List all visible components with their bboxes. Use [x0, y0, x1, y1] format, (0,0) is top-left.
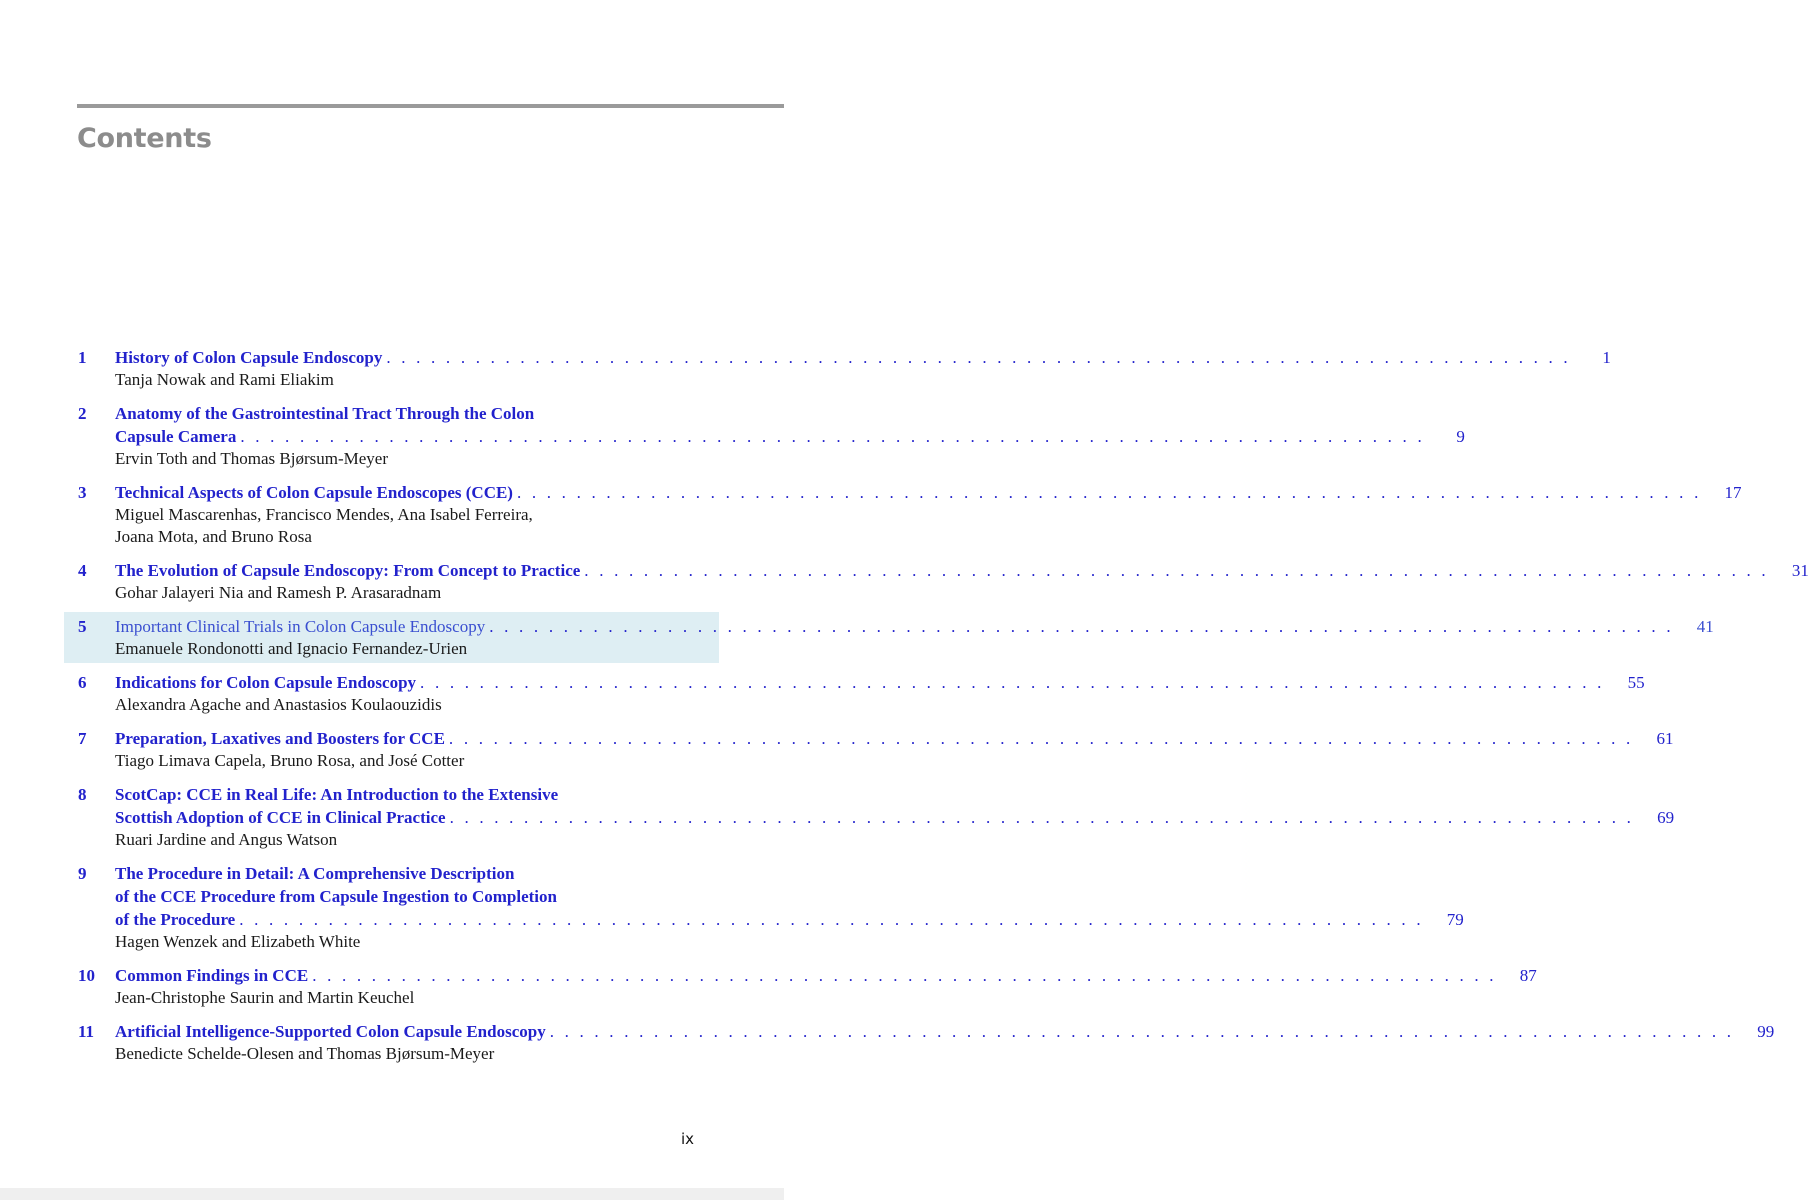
- chapter-page-number[interactable]: 79: [1446, 910, 1464, 929]
- chapter-title-text[interactable]: Indications for Colon Capsule Endoscopy: [115, 673, 417, 692]
- page-number: ix: [681, 1130, 695, 1148]
- chapter-title-line[interactable]: [115, 885, 694, 908]
- chapter-title-line[interactable]: [115, 1020, 1775, 1043]
- toc-entry[interactable]: [0, 862, 1464, 953]
- dot-leader: . . . . . . . . . . . . . . . . . . . . . . . . . . . . . . . . . . . . . . . . . . . . . . . . . . . . . . . . . . . . . . . . . . . . . . . . . . . . . . . .: [584, 561, 1769, 580]
- chapter-title-line[interactable]: [115, 783, 694, 806]
- dot-leader: . . . . . . . . . . . . . . . . . . . . . . . . . . . . . . . . . . . . . . . . . . . . . . . . . . . . . . . . . . . . . . . . . . . . . . . . . . . . . . . .: [420, 673, 1605, 692]
- chapter-title-text[interactable]: Scottish Adoption of CCE in Clinical Practice: [115, 808, 446, 827]
- table-of-contents: [0, 346, 1809, 1076]
- chapter-title-text[interactable]: Technical Aspects of Colon Capsule Endoscopes (CCE): [115, 483, 513, 502]
- chapter-title-text[interactable]: Anatomy of the Gastrointestinal Tract Through the Colon: [115, 404, 535, 423]
- chapter-title-line[interactable]: [115, 908, 1464, 931]
- page-heading: Contents: [77, 123, 212, 154]
- bottom-band: [0, 1188, 784, 1200]
- toc-entry[interactable]: [64, 612, 1714, 663]
- chapter-title-line[interactable]: [115, 806, 1675, 829]
- header-rule: [77, 104, 784, 108]
- chapter-authors: Gohar Jalayeri Nia and Ramesh P. Arasaradnam: [115, 583, 442, 602]
- chapter-title-text[interactable]: Common Findings in CCE: [115, 966, 309, 985]
- chapter-number: 10: [78, 966, 95, 985]
- chapter-title-text[interactable]: of the Procedure: [115, 910, 236, 929]
- chapter-title-line[interactable]: [115, 425, 1465, 448]
- chapter-authors: Alexandra Agache and Anastasios Koulaouzidis: [115, 695, 442, 714]
- chapter-authors: Ruari Jardine and Angus Watson: [115, 830, 338, 849]
- toc-entry[interactable]: [0, 671, 1645, 716]
- chapter-page-number[interactable]: 17: [1724, 483, 1742, 502]
- chapter-title-text[interactable]: Capsule Camera: [115, 427, 237, 446]
- toc-entry[interactable]: [0, 783, 1675, 851]
- chapter-number: 9: [78, 864, 87, 883]
- chapter-title-text[interactable]: The Evolution of Capsule Endoscopy: From Concept to Practice: [115, 561, 581, 580]
- chapter-title-line[interactable]: [115, 862, 694, 885]
- chapter-number: 5: [78, 617, 87, 636]
- toc-entry[interactable]: [0, 346, 1611, 391]
- chapter-title-text[interactable]: of the CCE Procedure from Capsule Ingestion to Completion: [115, 887, 557, 906]
- chapter-authors: Tanja Nowak and Rami Eliakim: [115, 370, 334, 389]
- toc-entry[interactable]: [0, 1020, 1775, 1065]
- chapter-title-line[interactable]: [115, 671, 1645, 694]
- chapter-number: 2: [78, 404, 87, 423]
- chapter-title-text[interactable]: ScotCap: CCE in Real Life: An Introduction to the Extensive: [115, 785, 559, 804]
- chapter-authors: Joana Mota, and Bruno Rosa: [115, 527, 312, 546]
- chapter-authors: Ervin Toth and Thomas Bjørsum-Meyer: [115, 449, 388, 468]
- chapter-number: 8: [78, 785, 87, 804]
- chapter-title-line[interactable]: [115, 727, 1674, 750]
- chapter-page-number[interactable]: 87: [1519, 966, 1537, 985]
- dot-leader: . . . . . . . . . . . . . . . . . . . . . . . . . . . . . . . . . . . . . . . . . . . . . . . . . . . . . . . . . . . . . . . . . . . . . . . . . . . . . . . .: [489, 617, 1674, 636]
- chapter-title-text[interactable]: Important Clinical Trials in Colon Capsule Endoscopy: [115, 617, 486, 636]
- chapter-page-number[interactable]: 55: [1627, 673, 1645, 692]
- toc-entry[interactable]: [0, 481, 1742, 548]
- chapter-title-line[interactable]: [115, 346, 1611, 369]
- toc-entry[interactable]: [0, 727, 1674, 772]
- dot-leader: . . . . . . . . . . . . . . . . . . . . . . . . . . . . . . . . . . . . . . . . . . . . . . . . . . . . . . . . . . . . . . . . . . . . . . . . . . . . . . . .: [449, 808, 1635, 827]
- chapter-authors: Jean-Christophe Saurin and Martin Keuchel: [115, 988, 415, 1007]
- dot-leader: . . . . . . . . . . . . . . . . . . . . . . . . . . . . . . . . . . . . . . . . . . . . . . . . . . . . . . . . . . . . . . . . . . . . . . . . . . . . . . . .: [312, 966, 1497, 985]
- chapter-authors: Emanuele Rondonotti and Ignacio Fernandez-Urien: [115, 639, 468, 658]
- dot-leader: . . . . . . . . . . . . . . . . . . . . . . . . . . . . . . . . . . . . . . . . . . . . . . . . . . . . . . . . . . . . . . . . . . . . . . . . . . . . . . . .: [448, 729, 1634, 748]
- dot-leader: . . . . . . . . . . . . . . . . . . . . . . . . . . . . . . . . . . . . . . . . . . . . . . . . . . . . . . . . . . . . . . . . . . . . . . . . . . . . . . . .: [240, 427, 1425, 446]
- chapter-title-text[interactable]: Preparation, Laxatives and Boosters for CCE: [115, 729, 445, 748]
- chapter-number: 3: [78, 483, 87, 502]
- chapter-title-line[interactable]: [115, 559, 1809, 582]
- dot-leader: . . . . . . . . . . . . . . . . . . . . . . . . . . . . . . . . . . . . . . . . . . . . . . . . . . . . . . . . . . . . . . . . . . . . . . . . . . . . . . . .: [516, 483, 1702, 502]
- dot-leader: . . . . . . . . . . . . . . . . . . . . . . . . . . . . . . . . . . . . . . . . . . . . . . . . . . . . . . . . . . . . . . . . . . . . . . . . . . . . . . . .: [549, 1022, 1735, 1041]
- chapter-number: 1: [78, 348, 87, 367]
- dot-leader: . . . . . . . . . . . . . . . . . . . . . . . . . . . . . . . . . . . . . . . . . . . . . . . . . . . . . . . . . . . . . . . . . . . . . . . . . . . . . . . .: [386, 348, 1571, 367]
- chapter-page-number[interactable]: 99: [1757, 1022, 1775, 1041]
- chapter-page-number[interactable]: 1: [1602, 348, 1611, 367]
- chapter-title-line[interactable]: [115, 481, 1742, 504]
- chapter-page-number[interactable]: 31: [1791, 561, 1809, 580]
- toc-entry[interactable]: [0, 559, 1809, 604]
- toc-entry[interactable]: [0, 964, 1537, 1009]
- chapter-page-number[interactable]: 9: [1456, 427, 1465, 446]
- chapter-title-text[interactable]: The Procedure in Detail: A Comprehensive Description: [115, 864, 515, 883]
- chapter-title-line[interactable]: [115, 402, 694, 425]
- chapter-number: 7: [78, 729, 87, 748]
- dot-leader: . . . . . . . . . . . . . . . . . . . . . . . . . . . . . . . . . . . . . . . . . . . . . . . . . . . . . . . . . . . . . . . . . . . . . . . . . . . . . . . .: [239, 910, 1424, 929]
- chapter-authors: Tiago Limava Capela, Bruno Rosa, and José Cotter: [115, 751, 465, 770]
- chapter-authors: Miguel Mascarenhas, Francisco Mendes, Ana Isabel Ferreira,: [115, 505, 533, 524]
- chapter-number: 6: [78, 673, 87, 692]
- chapter-number: 4: [78, 561, 87, 580]
- toc-entry[interactable]: [0, 402, 1465, 470]
- chapter-title-text[interactable]: Artificial Intelligence-Supported Colon Capsule Endoscopy: [115, 1022, 546, 1041]
- chapter-title-line[interactable]: [115, 615, 1714, 638]
- chapter-authors: Hagen Wenzek and Elizabeth White: [115, 932, 361, 951]
- chapter-authors: Benedicte Schelde-Olesen and Thomas Bjørsum-Meyer: [115, 1044, 495, 1063]
- chapter-number: 11: [78, 1022, 95, 1041]
- chapter-page-number[interactable]: 61: [1656, 729, 1674, 748]
- chapter-page-number[interactable]: 41: [1696, 617, 1714, 636]
- chapter-title-line[interactable]: [115, 964, 1537, 987]
- chapter-title-text[interactable]: History of Colon Capsule Endoscopy: [115, 348, 383, 367]
- chapter-page-number[interactable]: 69: [1657, 808, 1675, 827]
